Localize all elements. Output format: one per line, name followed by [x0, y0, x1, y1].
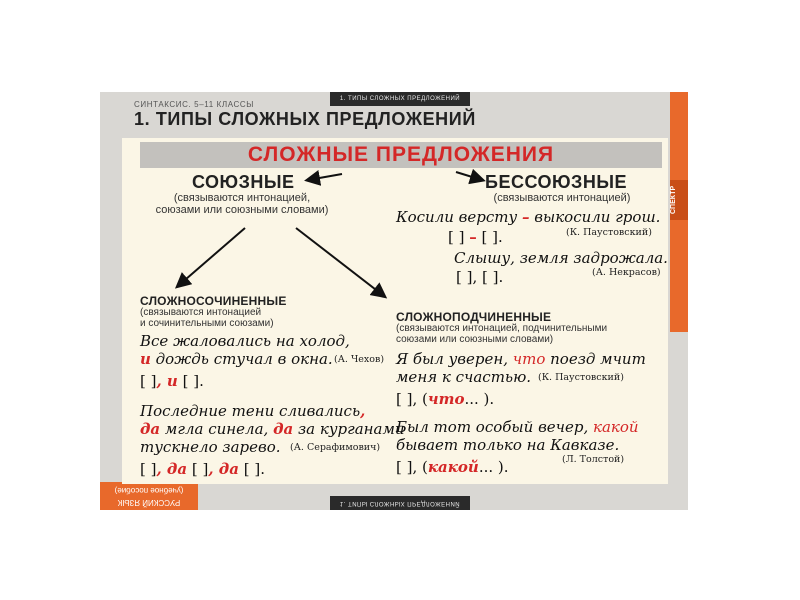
compound-s1-b: [ ].	[182, 372, 204, 390]
union-note	[142, 192, 342, 216]
nonunion-s1-b: [ ].	[481, 228, 503, 246]
complex-s2-a: [ ], (	[396, 458, 428, 476]
nonunion-ex1-part-a: Косили версту	[396, 208, 522, 226]
compound-title: СЛОЖНОСОЧИНЕННЫЕ	[140, 294, 287, 308]
compound-s2-b: [ ]	[191, 460, 209, 478]
compound-scheme-2	[140, 460, 265, 478]
compound-note-line-1: (связываются интонацией	[140, 307, 262, 318]
compound-ex2-l1-comma: ,	[360, 402, 366, 420]
compound-ex2-l1-text: Последние тени сливались	[140, 402, 361, 420]
compound-s2-conj-1: , да	[156, 460, 188, 478]
compound-ex2-conj-1: да	[140, 420, 161, 438]
complex-s1-b: ... ).	[464, 390, 495, 408]
compound-note-line-2: и сочинительными союзами)	[140, 318, 274, 329]
complex-ex1-conj: что	[512, 350, 546, 368]
compound-ex2-l2-end: за курганами	[293, 420, 405, 438]
complex-example-2	[396, 418, 639, 454]
nonunion-scheme-1	[448, 228, 503, 246]
complex-ex1-line-1	[396, 350, 646, 368]
bottom-tab: 1. ТИПЫ СЛОЖНЫХ ПРЕДЛОЖЕНИЙ	[330, 496, 470, 510]
complex-ex1-line-2: меня к счастью.	[396, 368, 532, 386]
complex-ex2-conj: какой	[593, 418, 639, 436]
compound-ex1-line-2	[140, 350, 350, 368]
publisher-logo: СПЕКТР	[670, 180, 688, 220]
complex-scheme-2	[396, 458, 509, 476]
compound-s1-conj: , и	[156, 372, 178, 390]
nonunion-ex1-part-b: выкосили грош.	[529, 208, 661, 226]
compound-scheme-1	[140, 372, 204, 390]
complex-s2-b: ... ).	[478, 458, 509, 476]
complex-ex1-l1-a: Я был уверен,	[396, 350, 513, 368]
series-label	[100, 482, 198, 510]
compound-note	[140, 307, 274, 329]
complex-note-line-1: (связываются интонацией, подчинительными	[396, 323, 608, 334]
compound-ex2-line-2	[140, 420, 405, 438]
complex-scheme-1	[396, 390, 494, 408]
compound-ex2-line-3: тускнело зарево.	[140, 438, 281, 456]
nonunion-example-2: Слышу, земля задрожала.	[454, 249, 668, 267]
nonunion-title: БЕССОЮЗНЫЕ	[485, 172, 627, 192]
compound-ex1-line-2-text: дождь стучал в окна.	[150, 350, 333, 368]
nonunion-s1-a: [ ]	[448, 228, 465, 246]
banner-title: СЛОЖНЫЕ ПРЕДЛОЖЕНИЯ	[247, 143, 555, 166]
nonunion-ex1-dash: –	[521, 208, 530, 226]
nonunion-ex2-author: (А. Некрасов)	[592, 267, 661, 278]
complex-s2-conj: какой	[427, 458, 479, 476]
nonunion-example-1	[396, 208, 660, 226]
compound-ex2-l2-mid: мгла синела,	[160, 420, 274, 438]
compound-ex2-conj-2: да	[273, 420, 294, 438]
union-title: СОЮЗНЫЕ	[192, 172, 295, 192]
compound-s1-a: [ ]	[140, 372, 157, 390]
compound-ex2-line-1	[140, 402, 405, 420]
complex-s1-conj: что	[427, 390, 465, 408]
complex-s1-a: [ ], (	[396, 390, 428, 408]
nonunion-s1-dash: –	[469, 228, 477, 246]
complex-ex2-line-2: бывает только на Кавказе.	[396, 436, 620, 454]
compound-s2-c: [ ].	[243, 460, 265, 478]
complex-ex1-l1-b: поезд мчит	[545, 350, 646, 368]
compound-ex1-conj: и	[140, 350, 151, 368]
compound-ex1-author: (А. Чехов)	[334, 354, 385, 365]
compound-ex1-line-1: Все жаловались на холод,	[140, 332, 350, 350]
nonunion-scheme-2: [ ], [ ].	[456, 268, 504, 286]
complex-note	[396, 323, 607, 345]
series-line-2: (учебное пособие)	[114, 486, 184, 495]
compound-example-1	[140, 332, 350, 368]
compound-s2-conj-2: , да	[208, 460, 239, 478]
compound-s2-a: [ ]	[140, 460, 157, 478]
series-line-1: РУССКИЙ ЯЗЫК	[117, 498, 181, 507]
compound-ex2-author: (А. Серафимович)	[290, 442, 381, 453]
complex-ex1-author: (К. Паустовский)	[538, 372, 624, 383]
nonunion-note: (связываются интонацией)	[493, 192, 631, 204]
complex-ex2-author: (Л. Толстой)	[562, 454, 625, 465]
page-title: 1. ТИПЫ СЛОЖНЫХ ПРЕДЛОЖЕНИЙ	[134, 109, 476, 129]
union-note-line-2: союзами или союзными словами)	[155, 204, 329, 216]
nonunion-ex1-author: (К. Паустовский)	[566, 227, 652, 238]
complex-ex2-l1-a: Был тот особый вечер,	[396, 418, 594, 436]
complex-note-line-2: союзами или союзными словами)	[396, 334, 554, 345]
complex-title: СЛОЖНОПОДЧИНЕННЫЕ	[396, 310, 552, 324]
complex-ex2-line-1	[396, 418, 639, 436]
subject-label: СИНТАКСИС. 5–11 КЛАССЫ	[134, 100, 254, 109]
union-note-line-1: (связываются интонацией,	[173, 192, 311, 204]
top-tab: 1. ТИПЫ СЛОЖНЫХ ПРЕДЛОЖЕНИЙ	[330, 92, 470, 106]
